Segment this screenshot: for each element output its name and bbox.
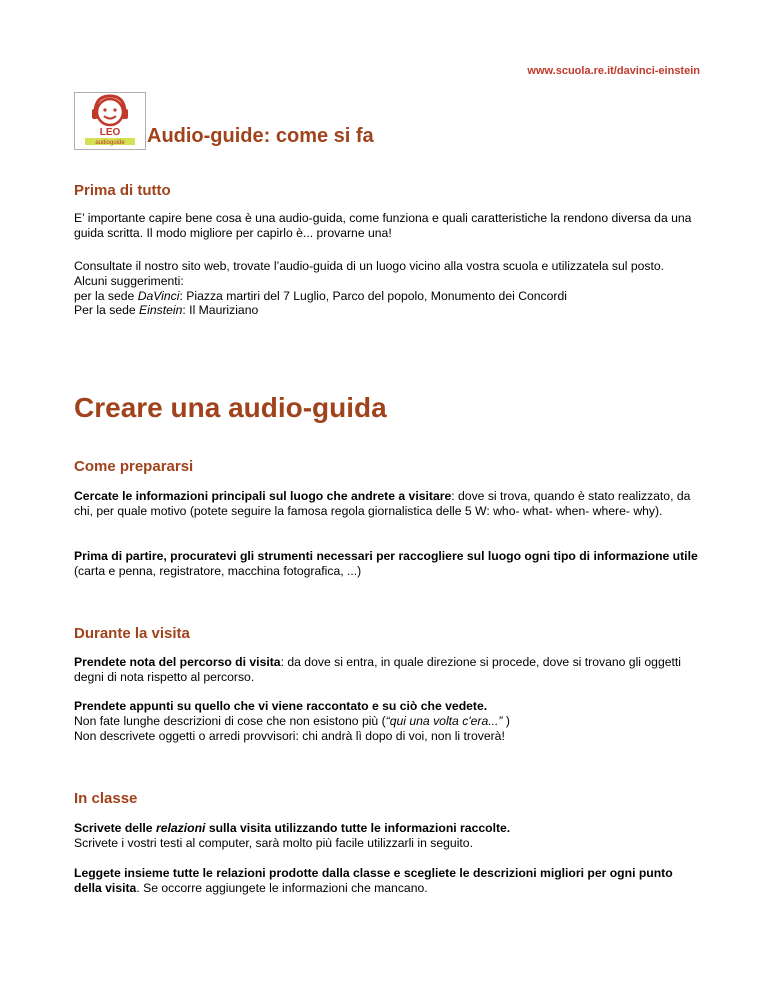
p2-line2: Alcuni suggerimenti: bbox=[74, 273, 184, 288]
p2-line3-a: per la sede bbox=[74, 288, 138, 303]
s4-p1-c: sulla visita utilizzando tutte le informazioni raccolte. bbox=[205, 821, 511, 835]
section2-paragraph1 bbox=[74, 489, 700, 519]
p2-line4-b: Einstein bbox=[139, 303, 183, 318]
s3-p2-line2 bbox=[74, 714, 700, 729]
section-heading-durante: Durante la visita bbox=[74, 625, 190, 642]
s2-p2-rest: (carta e penna, registratore, macchina fotografica, ...) bbox=[74, 563, 362, 578]
p2-line3-c: : Piazza martiri del 7 Luglio, Parco del popolo, Monumento dei Concordi bbox=[179, 288, 567, 303]
s4-p2-bold: Leggete insieme tutte le relazioni prodotte dalla classe e scegliete le descrizioni migliori per ogni punto della visita bbox=[74, 866, 673, 895]
section-heading-come: Come prepararsi bbox=[74, 458, 194, 475]
s3-p2-line2-c: ) bbox=[502, 713, 510, 728]
s3-p2-bold: Prendete appunti su quello che vi viene raccontato e su ciò che vedete. bbox=[74, 699, 488, 713]
section4-paragraph1 bbox=[74, 821, 700, 851]
s3-p1-bold: Prendete nota del percorso di visita bbox=[74, 655, 281, 669]
p2-line3 bbox=[74, 289, 700, 304]
section-heading-prima: Prima di tutto bbox=[74, 182, 171, 199]
s4-p2-rest: . Se occorre aggiungete le informazioni che mancano. bbox=[136, 880, 428, 895]
section4-paragraph2 bbox=[74, 866, 700, 896]
p2-line4 bbox=[74, 303, 700, 318]
s4-p1-a: Scrivete delle bbox=[74, 821, 156, 835]
s3-p2-line2-a: Non fate lunghe descrizioni di cose che non esistono più ( bbox=[74, 713, 386, 728]
s3-p2-line3: Non descrivete oggetti o arredi provvisori: chi andrà lì dopo di voi, non li troverà! bbox=[74, 728, 505, 743]
main-heading: Creare una audio-guida bbox=[74, 392, 387, 423]
logo-subtext: audioguide bbox=[95, 140, 125, 146]
s3-p2-line2-b: “qui una volta c'era...” bbox=[385, 713, 503, 728]
section-heading-classe: In classe bbox=[74, 790, 138, 807]
s3-p1-rest: : da dove si entra, in quale direzione si procede, dove si trovano gli oggetti degni di nota rispetto al percorso. bbox=[74, 655, 681, 684]
page-title: Audio-guide: come si fa bbox=[147, 125, 374, 147]
leo-audioguide-logo bbox=[74, 92, 146, 150]
section2-paragraph2 bbox=[74, 549, 700, 579]
p2-line3-b: DaVinci bbox=[137, 288, 180, 303]
s4-p1-b: relazioni bbox=[155, 821, 206, 835]
p2-line4-c: : Il Mauriziano bbox=[182, 303, 259, 318]
p2-line1: Consultate il nostro sito web, trovate l’audio-guida di un luogo vicino alla vostra scuola e utilizzatela sul posto. bbox=[74, 259, 665, 273]
section3-paragraph2 bbox=[74, 699, 700, 743]
section1-paragraph2 bbox=[74, 259, 700, 318]
section3-paragraph1 bbox=[74, 655, 700, 685]
headphones-face-icon bbox=[75, 93, 145, 149]
p2-line4-a: Per la sede bbox=[74, 303, 140, 318]
section1-paragraph1: E’ importante capire bene cosa è una audio-guida, come funziona e quali caratteristiche la rendono diversa da una guida scritta. Il modo migliore per capirlo è... provarne una! bbox=[74, 211, 692, 240]
s2-p1-bold: Cercate le informazioni principali sul luogo che andrete a visitare bbox=[74, 489, 452, 503]
s4-p1-line2: Scrivete i vostri testi al computer, sarà molto più facile utilizzarli in seguito. bbox=[74, 835, 473, 850]
s2-p2-bold: Prima di partire, procuratevi gli strumenti necessari per raccogliere sul luogo ogni tipo di informazione utile bbox=[74, 549, 698, 563]
logo-text: LEO bbox=[99, 127, 121, 138]
title-row bbox=[74, 92, 694, 152]
header-url[interactable]: www.scuola.re.it/davinci-einstein bbox=[527, 65, 700, 77]
s2-p1-rest: : dove si trova, quando è stato realizzato, da chi, per quale motivo (potete seguire la famosa regola giornalistica delle 5 W: who- what- when- where- why). bbox=[74, 489, 691, 518]
